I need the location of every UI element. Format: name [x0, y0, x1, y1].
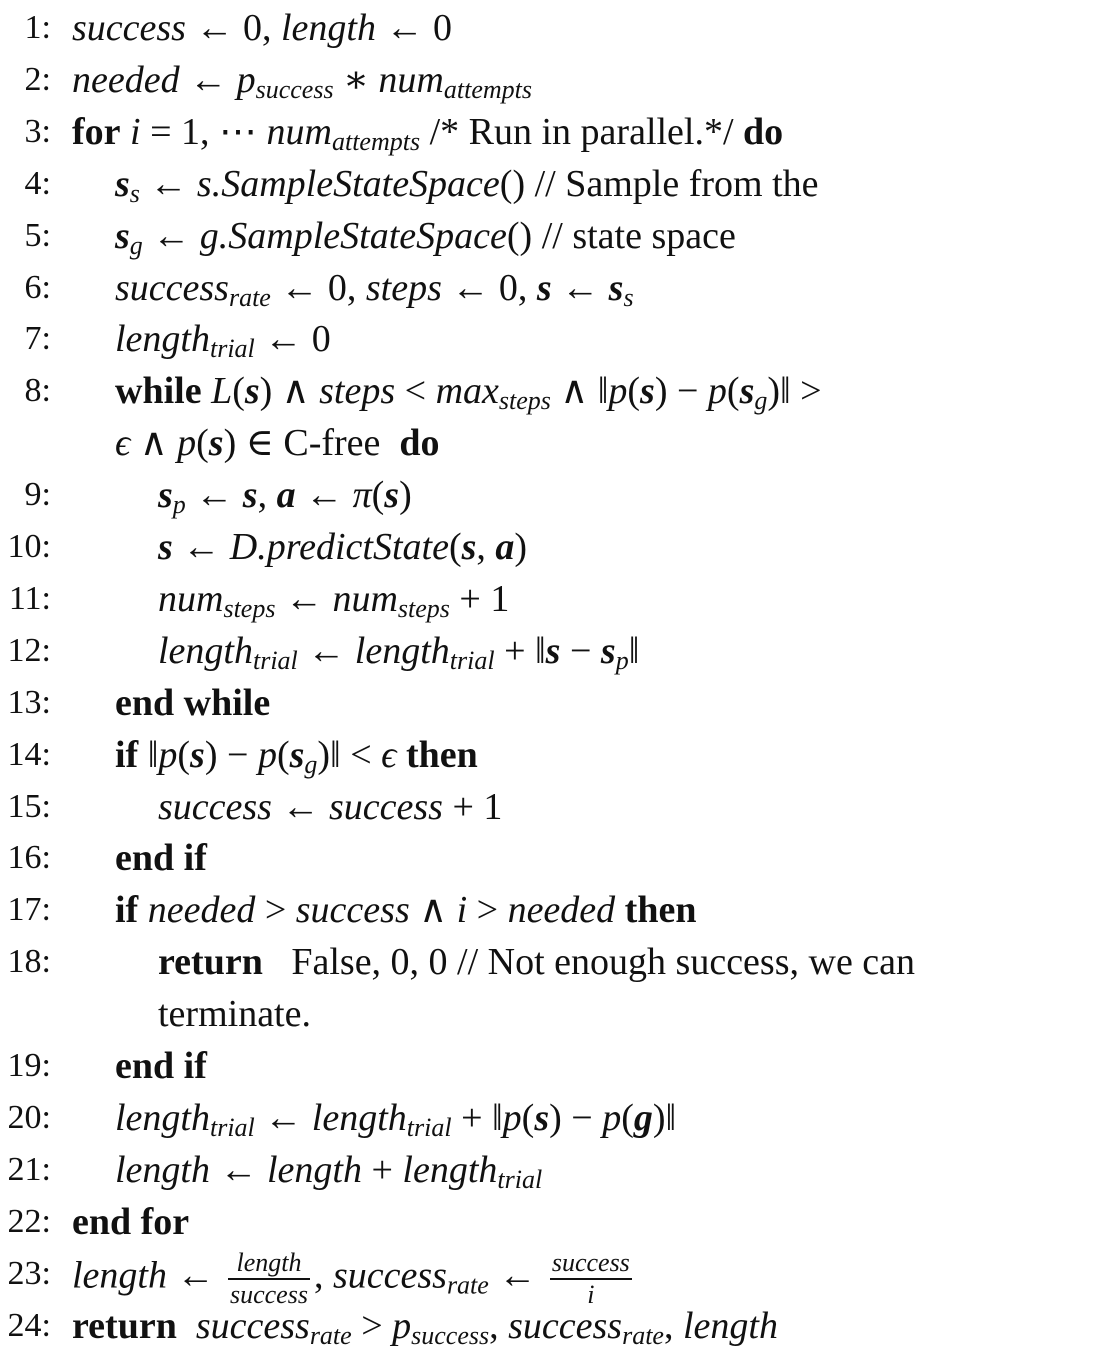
line-number: 1: — [24, 9, 51, 46]
algorithm-line — [0, 729, 1099, 781]
line-code: length$_{trial}$ ← 0 — [115, 318, 331, 364]
line-number: 6: — [24, 268, 51, 306]
algorithm-line — [0, 106, 1099, 158]
line-number: 7: — [24, 320, 51, 358]
algorithm-line — [0, 625, 1099, 677]
line-code: for i = 1, ⋯ num$_{attempts}$ /* Run in parallel.*/ do — [72, 110, 784, 156]
line-number: 24: — [7, 1306, 51, 1344]
algorithm-line — [0, 936, 1099, 988]
line-number: 17: — [7, 891, 51, 929]
line-code: length ← $\frac{\text{length}}{\text{success}}$ , success$_{rate}$ ← $\frac{\text{success}}{i}$ — [72, 1247, 630, 1309]
line-number: 2: — [24, 60, 51, 98]
line-code: return success$_{rate}$ > $p_{success}$, success$_{rate}$, length — [72, 1304, 778, 1350]
line-number: 16: — [7, 839, 51, 877]
line-number: 23: — [7, 1254, 51, 1292]
line-number: 22: — [7, 1202, 51, 1240]
line-number: 13: — [7, 683, 51, 721]
line-code: end for — [72, 1200, 190, 1243]
line-number: 3: — [24, 112, 51, 150]
line-code: length$_{trial}$ ← length$_{trial}$ + ‖s − $s_p‖$ — [158, 629, 640, 675]
algorithm-line — [0, 1300, 1099, 1352]
line-code: length$_{trial}$ ← length$_{trial}$ + ‖p(s) − p(g)‖ — [115, 1096, 677, 1142]
line-number: 11: — [8, 579, 51, 617]
line-number: 20: — [7, 1098, 51, 1136]
algorithm-line — [0, 832, 1099, 884]
line-number: 8: — [24, 372, 51, 410]
algorithm-line — [0, 469, 1099, 521]
algorithm-line — [0, 573, 1099, 625]
algorithm-line — [0, 1247, 1099, 1309]
line-code: if ‖p(s) − $p(s_g)‖ < \epsilon$ then — [115, 733, 478, 779]
line-code: needed ← $p_{success}$ ∗ num$_{attempts}$ — [72, 58, 532, 104]
algorithm-line — [0, 1196, 1099, 1248]
algorithm-line — [0, 158, 1099, 210]
line-code: success$_{rate}$ ← 0, steps ← 0, s ← $s_s$ — [115, 266, 634, 312]
algorithm-line — [0, 988, 1099, 1040]
line-number: 19: — [7, 1047, 51, 1084]
line-number: 4: — [24, 164, 51, 202]
line-code: $s_g$ ← g.SampleStateSpace() // state space — [115, 214, 736, 260]
algorithm-line — [0, 781, 1099, 833]
line-code: $s_s$ ← s.SampleStateSpace() // Sample from the — [115, 162, 819, 208]
algorithm-line — [0, 1144, 1099, 1196]
line-code: terminate. — [158, 993, 311, 1036]
line-code: end while — [115, 681, 271, 724]
line-number: 9: — [24, 476, 51, 514]
algorithm-line — [0, 884, 1099, 936]
algorithm-line — [0, 54, 1099, 106]
line-code: if needed > success ∧ i > needed then — [115, 889, 697, 932]
algorithm-line — [0, 210, 1099, 262]
line-number: 14: — [7, 735, 51, 773]
line-number: 15: — [7, 787, 51, 825]
line-number: 18: — [7, 943, 51, 981]
line-code: num$_{steps}$ ← num$_{steps}$ + 1 — [158, 577, 510, 623]
algorithm-line — [0, 365, 1099, 417]
algorithm-line — [0, 2, 1099, 54]
algorithm-line — [0, 1040, 1099, 1092]
algorithm-line — [0, 677, 1099, 729]
line-code: success ← success + 1 — [158, 785, 503, 828]
line-number: 12: — [7, 631, 51, 669]
line-number: 5: — [24, 216, 51, 254]
algorithm-line — [0, 521, 1099, 573]
line-code: s ← D.predictState(s, a) — [158, 526, 528, 568]
line-number: 21: — [7, 1150, 51, 1188]
algorithm-line — [0, 417, 1099, 469]
algorithm-line — [0, 313, 1099, 365]
line-code: end if — [115, 837, 207, 880]
line-code: while L(s) ∧ steps < $\max_{steps}$ ∧ ‖p(s) − $p(s_g)‖$ > — [115, 370, 822, 416]
line-code: return False, 0, 0 // Not enough success, we can — [158, 941, 916, 984]
line-code: $s_p$ ← s, a ← π(s) — [158, 474, 412, 520]
line-code: end if — [115, 1045, 207, 1087]
algorithm-line — [0, 1092, 1099, 1144]
line-number: 10: — [7, 528, 51, 565]
line-code: ϵ ∧ p(s) ∈ C-free do — [115, 422, 440, 465]
line-code: length ← length + length$_{trial}$ — [115, 1148, 543, 1194]
line-code: success ← 0, length ← 0 — [72, 7, 452, 49]
algorithm-line — [0, 262, 1099, 314]
